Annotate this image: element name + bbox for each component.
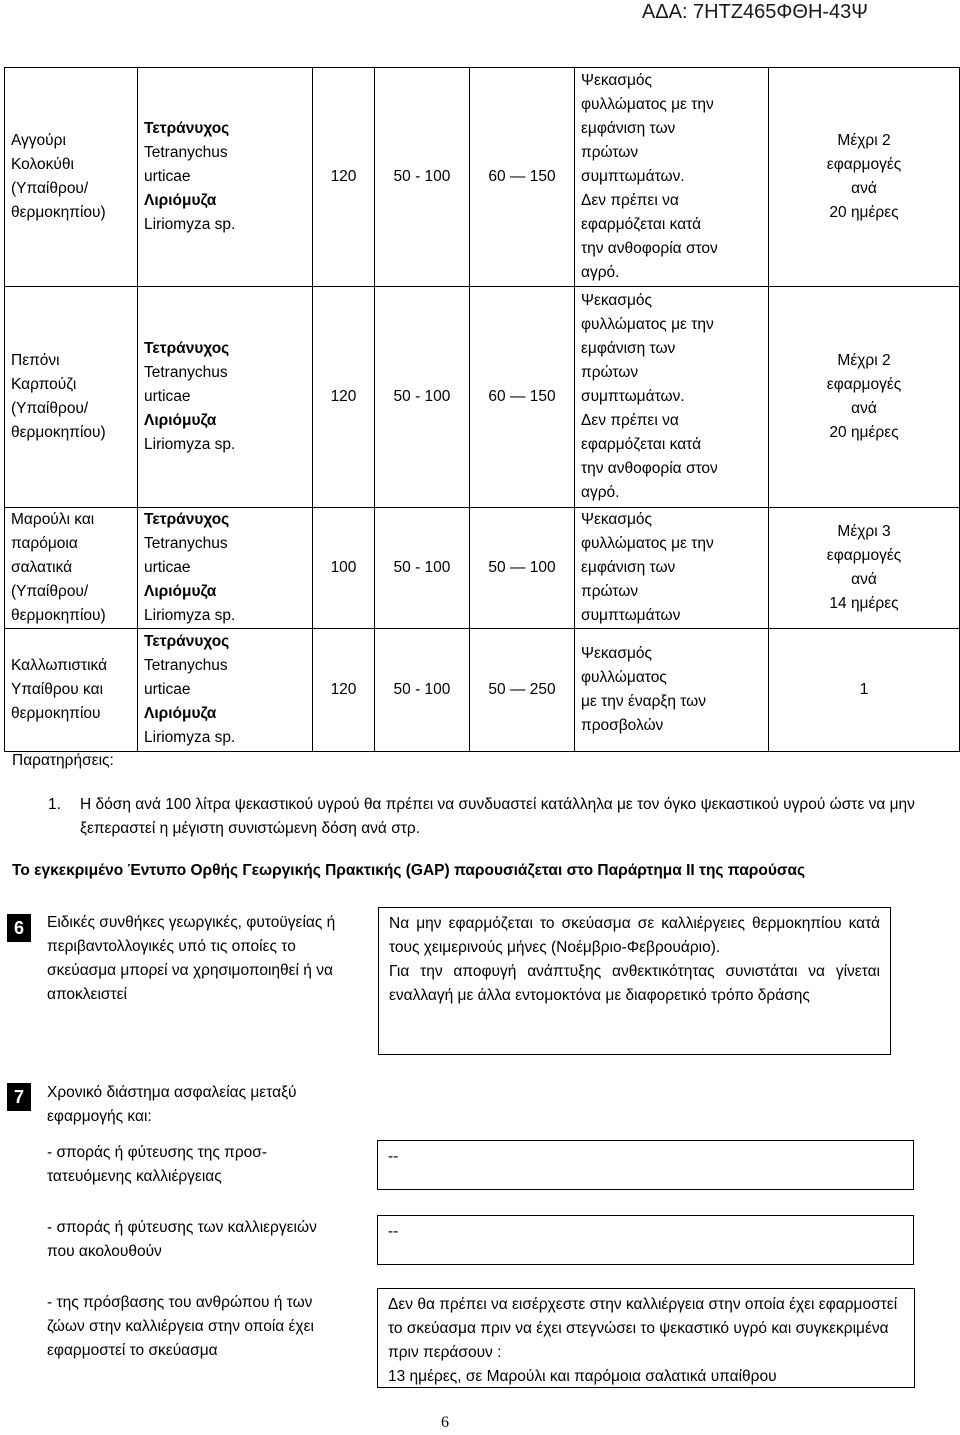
dose-value: 50 - 100 [393,681,451,698]
method-line: εμφάνιση των [581,559,676,576]
pest-latin-name: Liriomyza sp. [144,607,236,624]
crop-line: (Υπαίθρου/ [11,583,89,600]
interval-value-access-text-2: 13 ημέρες, σε Μαρούλι και παρόμοια σαλατικά υπαίθρου [388,1368,777,1385]
pest-latin-name: Tetranychus [144,364,228,381]
method-cell [575,629,769,752]
method-line: Δεν πρέπει να [581,412,679,429]
table-row [5,68,960,287]
dose-value: 60 — 150 [488,168,556,185]
method-cell [575,508,769,629]
applications-line: 14 ημέρες [829,595,899,612]
pest-common-name: Τετράνυχος [144,340,230,357]
method-line: εφαρμόζεται κατά [581,436,702,453]
pest-latin-name: urticae [144,388,191,405]
dose-cell-1 [313,68,375,287]
crop-line: Καλλωπιστικά [11,657,108,674]
dose-cell-1 [313,508,375,629]
interval-value-sowing [377,1140,914,1190]
dose-cell-2 [375,508,470,629]
dose-value: 120 [330,388,357,405]
pest-latin-name: Tetranychus [144,535,228,552]
dose-cell-3 [470,508,575,629]
method-line: συμπτωμάτων [581,607,681,624]
table-row [5,508,960,629]
method-line: πρώτων [581,364,639,381]
pest-common-name: Λιριόμυζα [144,412,217,429]
section-6-text-2: Για την αποφυγή ανάπτυξης ανθεκτικότητας συνιστάται να γίνεται εναλλαγή με άλλα εντομοκτόνα με διαφορετικό τρόπο δράσης [389,963,880,1004]
pest-cell [138,287,313,508]
applications-line: ανά [851,571,877,588]
gap-note: Το εγκεκριμένο Έντυπο Ορθής Γεωργικής Πρακτικής (GAP) παρουσιάζεται στο Παράρτημα ΙΙ της παρούσας [12,862,806,879]
pest-common-name: Τετράνυχος [144,633,230,650]
applications-line: 20 ημέρες [829,204,899,221]
section-6-number: 6 [7,914,31,942]
crop-line: σαλατικά [11,559,73,576]
pest-latin-name: urticae [144,559,191,576]
interval-label-following: - σποράς ή φύτευσης των καλλιεργειών που ακολουθούν [47,1219,317,1260]
dose-cell-1 [313,629,375,752]
pest-common-name: Τετράνυχος [144,511,230,528]
crop-line: Μαρούλι και [11,511,95,528]
crop-line: (Υπαίθρου/ [11,400,89,417]
crop-cell [5,629,138,752]
applications-line: εφαρμογές [826,376,902,393]
note-number: 1. [48,796,61,813]
dose-cell-1 [313,287,375,508]
applications-line: εφαρμογές [826,156,902,173]
dose-cell-2 [375,629,470,752]
method-line: Ψεκασμός [581,645,652,662]
method-cell [575,287,769,508]
dose-value: 100 [330,559,357,576]
pest-latin-name: Liriomyza sp. [144,216,236,233]
applications-line: ανά [851,400,877,417]
dose-cell-3 [470,287,575,508]
method-line: εμφάνιση των [581,340,676,357]
method-line: την ανθοφορία στον [581,460,718,477]
crop-line: θερμοκηπίου) [11,204,106,221]
pest-common-name: Λιριόμυζα [144,583,217,600]
method-line: Δεν πρέπει να [581,192,679,209]
method-line: φυλλώματος με την [581,535,714,552]
method-line: εμφάνιση των [581,120,676,137]
interval-value-access [377,1288,915,1388]
method-line: Ψεκασμός [581,72,652,89]
crop-line: Πεπόνι [11,352,60,369]
crop-cell [5,287,138,508]
crop-line: παρόμοια [11,535,78,552]
dose-value: 50 - 100 [393,388,451,405]
method-line: συμπτωμάτων. [581,168,685,185]
interval-label-sowing: - σποράς ή φύτευσης της προσ-τατευόμενης καλλιέργειας [47,1144,267,1185]
method-line: την ανθοφορία στον [581,240,718,257]
interval-value-access-text: Δεν θα πρέπει να εισέρχεστε στην καλλιέργεια στην οποία έχει εφαρμοστεί το σκεύασμα πριν να έχει στεγνώσει το ψεκαστικό υγρό και συγκεκριμένα πριν περάσουν : [388,1296,898,1361]
section-6-text-1: Να μην εφαρμόζεται το σκεύασμα σε καλλιέργειες θερμοκηπίου κατά τους χειμερινούς μήνες (Νοέμβριο-Φεβρουάριο). [389,915,880,956]
pest-latin-name: Tetranychus [144,144,228,161]
method-line: συμπτωμάτων. [581,388,685,405]
dose-value: 50 — 100 [488,559,556,576]
crop-line: θερμοκηπίου) [11,607,106,624]
pest-common-name: Λιριόμυζα [144,192,217,209]
method-line: με την έναρξη των [581,693,707,710]
method-line: εφαρμόζεται κατά [581,216,702,233]
crop-cell [5,68,138,287]
note-text: Η δόση ανά 100 λίτρα ψεκαστικού υγρού θα πρέπει να συνδυαστεί κατάλληλα με τον όγκο ψεκαστικού υγρού ώστε να μην ξεπεραστεί η μέγιστη συνιστώμενη δόση ανά στρ. [80,796,915,837]
interval-value-sowing-text: -- [388,1148,399,1165]
interval-value-following-text: -- [388,1223,399,1240]
dose-cell-3 [470,68,575,287]
applications-line: 1 [859,681,869,698]
interval-label-access: - της πρόσβασης του ανθρώπου ή των ζώων στην καλλιέργεια στην οποία έχει εφαρμοστεί το σκεύασμα [47,1294,314,1359]
applications-line: Μέχρι 2 [837,132,891,149]
method-cell [575,68,769,287]
method-line: Ψεκασμός [581,292,652,309]
applications-line: 20 ημέρες [829,424,899,441]
applications-cell [769,508,960,629]
dose-value: 50 — 250 [488,681,556,698]
dose-cell-2 [375,287,470,508]
crop-line: θερμοκηπίου [11,705,101,722]
pest-cell [138,508,313,629]
applications-line: ανά [851,180,877,197]
pest-latin-name: Tetranychus [144,657,228,674]
dose-value: 50 - 100 [393,168,451,185]
applications-cell [769,287,960,508]
method-line: προσβολών [581,717,664,734]
section-7-title: Χρονικό διάστημα ασφαλείας μεταξύ εφαρμογής και: [47,1084,297,1125]
section-6-box [378,907,891,1055]
applications-line: εφαρμογές [826,547,902,564]
table-row [5,287,960,508]
pest-common-name: Τετράνυχος [144,120,230,137]
pest-cell [138,629,313,752]
crop-line: θερμοκηπίου) [11,424,106,441]
ada-header: ΑΔΑ: 7ΗΤΖ465ΦΘΗ-43Ψ [641,1,868,23]
pest-common-name: Λιριόμυζα [144,705,217,722]
applications-line: Μέχρι 2 [837,352,891,369]
section-7-number: 7 [7,1083,31,1111]
method-line: πρώτων [581,144,639,161]
crop-line: (Υπαίθρου/ [11,180,89,197]
applications-cell [769,629,960,752]
crop-cell [5,508,138,629]
method-line: φυλλώματος [581,669,667,686]
method-line: αγρό. [581,484,620,501]
dose-cell-2 [375,68,470,287]
crop-line: Αγγούρι [11,132,66,149]
pest-cell [138,68,313,287]
table-row [5,629,960,752]
crop-line: Καρπούζι [11,376,77,393]
method-line: φυλλώματος με την [581,96,714,113]
applications-line: Μέχρι 3 [837,523,891,540]
section-6-title: Ειδικές συνθήκες γεωργικές, φυτοϋγείας ή περιβαντολλογικές υπό τις οποίες το σκεύασμα μπορεί να χρησιμοποιηθεί ή να αποκλειστεί [47,914,336,1003]
dose-value: 60 — 150 [488,388,556,405]
pest-latin-name: Liriomyza sp. [144,436,236,453]
applications-cell [769,68,960,287]
method-line: Ψεκασμός [581,511,652,528]
dose-value: 120 [330,681,357,698]
method-line: αγρό. [581,264,620,281]
notes-label: Παρατηρήσεις: [12,752,114,769]
dosage-table [4,67,960,752]
dose-value: 50 - 100 [393,559,451,576]
dose-value: 120 [330,168,357,185]
method-line: φυλλώματος με την [581,316,714,333]
page-number: 6 [441,1414,449,1431]
crop-line: Κολοκύθι [11,156,74,173]
pest-latin-name: urticae [144,681,191,698]
pest-latin-name: urticae [144,168,191,185]
interval-value-following [377,1215,914,1265]
method-line: πρώτων [581,583,639,600]
pest-latin-name: Liriomyza sp. [144,729,236,746]
dose-cell-3 [470,629,575,752]
crop-line: Υπαίθρου και [11,681,104,698]
